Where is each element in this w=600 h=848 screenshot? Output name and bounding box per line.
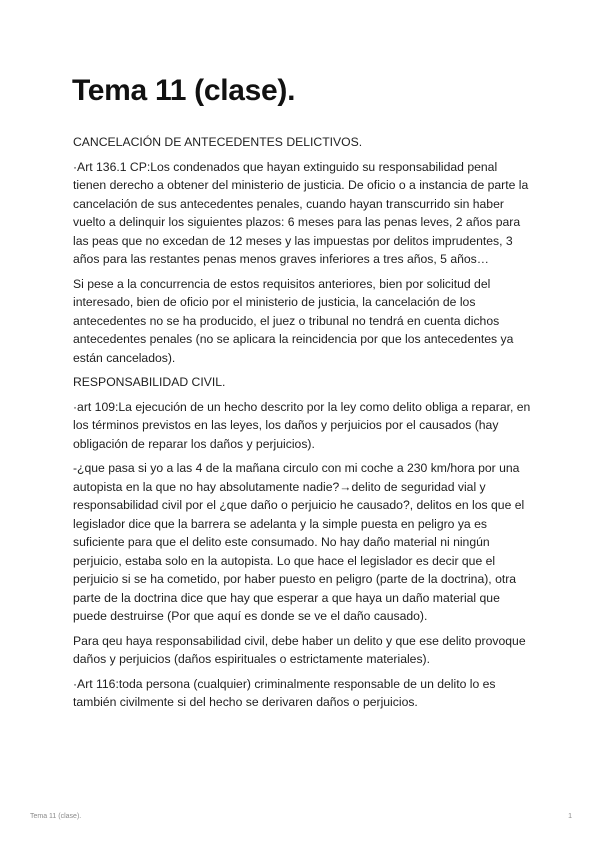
document-body	[73, 133, 531, 718]
section-heading-responsabilidad-civil: RESPONSABILIDAD CIVIL.	[73, 375, 226, 389]
paragraph-cancelacion-no-producida: Si pese a la concurrencia de estos requisitos anteriores, bien por solicitud del interesado, bien de oficio por el ministerio de justicia, la cancelación de los antecedentes no se ha producido, el juez o tribunal no tendrá en cuenta dichos antecedentes penales (no se aplicara la reincidencia por que los antecedentes ya están cancelados).	[73, 276, 514, 365]
paragraph-art-136: ·Art 136.1 CP:Los condenados que hayan extinguido su responsabilidad penal tienen derecho a obtener del ministerio de justicia. De oficio o a instancia de parte la cancelación de sus antecedentes penales, cuando hayan transcurrido sin haber vuelto a delinquir los siguientes plazos: 6 meses para las penas leves, 2 años para las peas que no excedan de 12 meses y las impuestas por delitos imprudentes, 3 años para las restantes penas menos graves inferiores a tres años, 5 años…	[73, 159, 529, 266]
paragraph-art-116: ·Art 116:toda persona (cualquier) criminalmente responsable de un delito lo es también civilmente si del hecho se derivaren daños o perjuicios.	[73, 676, 496, 709]
paragraph-requisitos-responsabilidad: Para qeu haya responsabilidad civil, debe haber un delito y que ese delito provoque daños y perjuicios (daños espirituales o estrictamente materiales).	[73, 633, 526, 666]
paragraph-ejemplo-autopista: -¿que pasa si yo a las 4 de la mañana circulo con mi coche a 230 km/hora por una autopista en la que no hay absolutamente nadie?→delito de seguridad vial y responsabilidad civil por el ¿que daño o perjuicio he causado?, delitos en los que el legislador dice que la barrera se adelanta y la simple puesta en peligro ya es suficiente para que el delito este consumado. No hay daño material ni ningún perjuicio, estaba solo en la autopista. Lo que hace el legislador es decir que el perjuicio si se ha cometido, por haber puesto en peligro (parte de la doctrina), otra parte de la doctrina dice que hay que esperar a que haya un daño material que puede destruirse (Por que aquí es donde se ve el daño causado).	[73, 461, 525, 623]
paragraph-art-109: ·art 109:La ejecución de un hecho descrito por la ley como delito obliga a reparar, en los términos previstos en las leyes, los daños y perjuicios por el causados (hay obligación de reparar los daños y perjuicios).	[73, 399, 531, 451]
footer-document-title: Tema 11 (clase).	[30, 813, 82, 820]
page-title: Tema 11 (clase).	[72, 74, 296, 107]
section-heading-cancelacion: CANCELACIÓN DE ANTECEDENTES DELICTIVOS.	[73, 135, 363, 149]
footer-page-number: 1	[568, 813, 572, 820]
